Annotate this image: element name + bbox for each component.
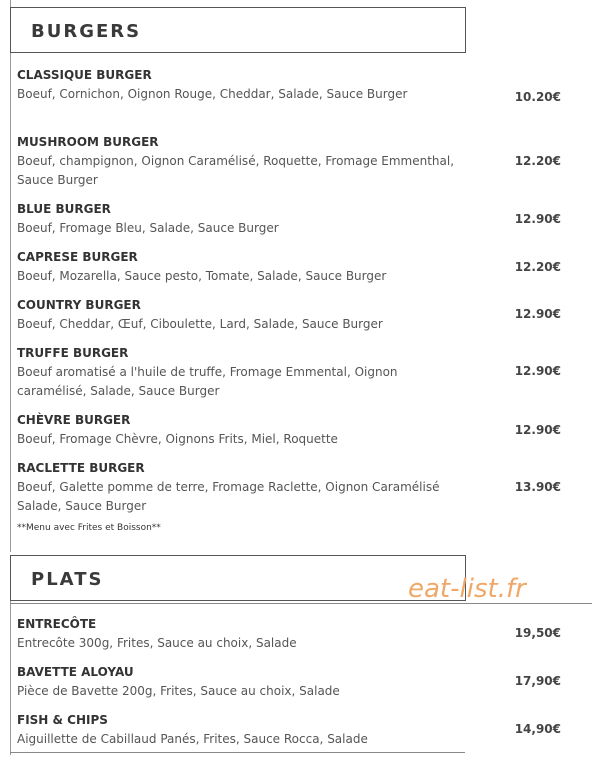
item-price: 12.90€ — [514, 307, 561, 321]
item-name: CHÈVRE BURGER — [17, 413, 131, 427]
menu-item — [17, 711, 577, 749]
item-desc: Boeuf, Cheddar, Œuf, Ciboulette, Lard, Salade, Sauce Burger — [17, 317, 383, 331]
item-name: CAPRESE BURGER — [17, 250, 138, 264]
item-name: RACLETTE BURGER — [17, 461, 145, 475]
menu-item — [17, 663, 577, 701]
item-price: 14,90€ — [514, 722, 561, 736]
item-price: 12.20€ — [514, 260, 561, 274]
item-price: 19,50€ — [514, 626, 561, 640]
item-name: FISH & CHIPS — [17, 713, 108, 727]
menu-item — [17, 344, 577, 401]
menu-item — [17, 459, 577, 516]
burgers-title: BURGERS — [31, 21, 142, 42]
item-price: 12.90€ — [514, 423, 561, 437]
item-name: TRUFFE BURGER — [17, 346, 129, 360]
item-desc: Entrecôte 300g, Frites, Sauce au choix, Salade — [17, 636, 297, 650]
watermark-logo: eat-list.fr — [408, 574, 526, 604]
item-price: 12.90€ — [514, 212, 561, 226]
item-desc: Boeuf aromatisé a l'huile de truffe, Fromage Emmental, Oignon caramélisé, Salade, Sauce Burger — [17, 365, 398, 398]
item-desc: Boeuf, Galette pomme de terre, Fromage Raclette, Oignon Caramélisé Salade, Sauce Burger — [17, 480, 440, 513]
item-name: MUSHROOM BURGER — [17, 135, 159, 149]
menu-item — [17, 200, 577, 238]
menu-item — [17, 248, 577, 286]
item-desc: Boeuf, champignon, Oignon Caramélisé, Roquette, Fromage Emmenthal, Sauce Burger — [17, 154, 455, 187]
item-name: CLASSIQUE BURGER — [17, 68, 152, 82]
menu-item — [17, 615, 577, 653]
left-rule-plats — [10, 600, 11, 755]
item-name: BLUE BURGER — [17, 202, 111, 216]
plats-title: PLATS — [31, 569, 104, 590]
item-desc: Boeuf, Cornichon, Oignon Rouge, Cheddar, Salade, Sauce Burger — [17, 87, 408, 101]
menu-item — [17, 411, 577, 449]
item-price: 13.90€ — [514, 480, 561, 494]
bottom-rule — [10, 752, 465, 753]
menu-item — [17, 133, 577, 190]
item-name: ENTRECÔTE — [17, 617, 97, 631]
item-desc: Boeuf, Fromage Chèvre, Oignons Frits, Miel, Roquette — [17, 432, 338, 446]
item-price: 12.90€ — [514, 364, 561, 378]
left-rule — [10, 0, 11, 552]
item-price: 10.20€ — [514, 90, 561, 104]
plats-header — [10, 555, 466, 601]
item-price: 12.20€ — [514, 154, 561, 168]
burgers-header — [10, 7, 466, 53]
item-desc: Aiguillette de Cabillaud Panés, Frites, Sauce Rocca, Salade — [17, 732, 368, 746]
item-name: COUNTRY BURGER — [17, 298, 141, 312]
item-desc: Boeuf, Fromage Bleu, Salade, Sauce Burger — [17, 221, 279, 235]
menu-note: **Menu avec Frites et Boisson** — [17, 523, 161, 533]
item-desc: Boeuf, Mozarella, Sauce pesto, Tomate, Salade, Sauce Burger — [17, 269, 387, 283]
item-desc: Pièce de Bavette 200g, Frites, Sauce au choix, Salade — [17, 684, 340, 698]
menu-item — [17, 296, 577, 334]
item-name: BAVETTE ALOYAU — [17, 665, 134, 679]
menu-item — [17, 66, 577, 104]
item-price: 17,90€ — [514, 674, 561, 688]
